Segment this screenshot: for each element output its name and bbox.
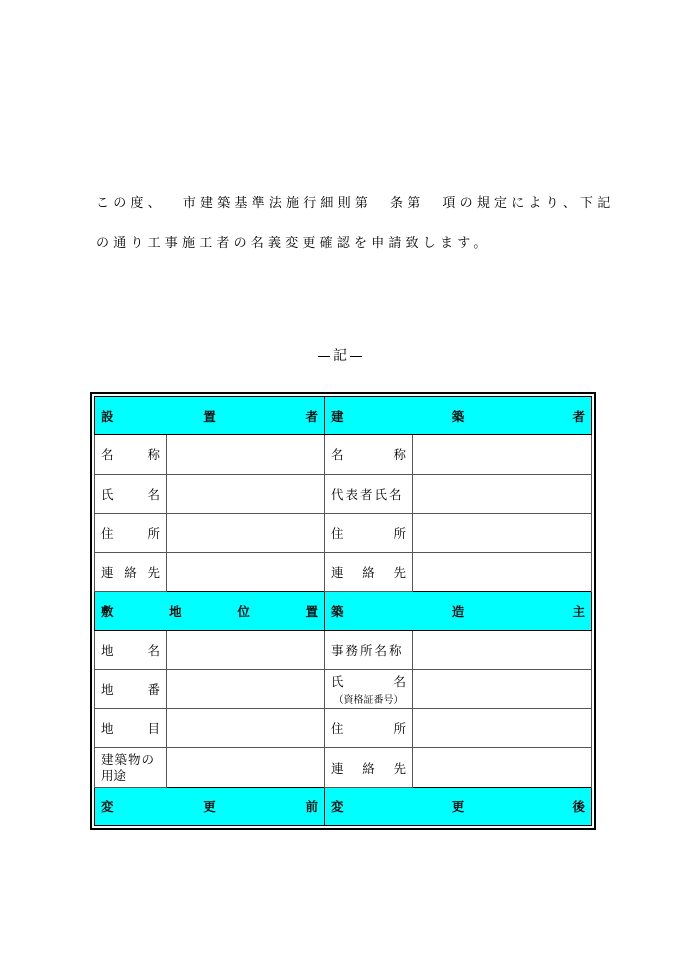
label-full-name: 氏 名 <box>101 486 160 502</box>
paragraph-line-2: の通り工事施工者の名義変更確認を申請致します。 <box>96 236 491 251</box>
table-row <box>95 513 592 552</box>
label-contact: 連 絡 先 <box>331 760 406 776</box>
label-address: 住 所 <box>331 525 407 541</box>
para-text: 項の規定により、下記 <box>442 196 615 211</box>
table-row <box>95 630 592 669</box>
label-name: 名 称 <box>101 447 160 463</box>
header-row-1 <box>95 397 592 435</box>
header-before-change: 変 更 前 <box>101 799 319 815</box>
ki-title: 記 <box>333 348 347 364</box>
label-address: 住 所 <box>101 525 160 541</box>
lot-number-field[interactable] <box>167 669 325 708</box>
label-building-use: 建築物の 用途 <box>101 751 156 783</box>
builder-contact-field[interactable] <box>413 553 592 592</box>
installer-address-field[interactable] <box>167 513 325 552</box>
installer-name-field[interactable] <box>167 435 325 474</box>
header-row-3 <box>95 787 592 825</box>
constructor-address-field[interactable] <box>413 709 592 748</box>
label-place-name: 地 名 <box>101 642 160 658</box>
builder-address-field[interactable] <box>413 513 592 552</box>
table-row <box>95 748 592 787</box>
label-name: 名 称 <box>331 447 407 463</box>
para-text: 市建築基準法施行細則第 <box>182 196 373 211</box>
header-constructor: 築 造 主 <box>331 603 585 619</box>
label-address: 住 所 <box>331 721 407 737</box>
ki-heading <box>0 345 680 365</box>
table-row <box>95 709 592 748</box>
form-table <box>94 396 592 826</box>
table-row <box>95 669 592 708</box>
label-office-name: 事務所名称 <box>331 642 404 658</box>
table-row <box>95 553 592 592</box>
office-name-field[interactable] <box>413 630 592 669</box>
header-after-change: 変 更 後 <box>331 799 585 815</box>
land-category-field[interactable] <box>167 709 325 748</box>
label-name-license: 氏 名 （資格証番号） <box>331 674 407 707</box>
paragraph-line-1 <box>96 184 615 224</box>
license-number-note: （資格証番号） <box>333 695 404 707</box>
site-place-name-field[interactable] <box>167 630 325 669</box>
builder-name-field[interactable] <box>413 435 592 474</box>
table-row <box>95 435 592 474</box>
label-land-category: 地 目 <box>101 721 160 737</box>
installer-full-name-field[interactable] <box>167 474 325 513</box>
label-lot-number: 地 番 <box>101 682 160 698</box>
constructor-name-field[interactable] <box>413 669 592 708</box>
table-row <box>95 474 592 513</box>
header-site-location: 敷 地 位 置 <box>101 603 318 619</box>
header-installer: 設 置 者 <box>101 408 319 424</box>
label-contact: 連 絡 先 <box>101 565 160 581</box>
installer-contact-field[interactable] <box>167 553 325 592</box>
builder-representative-field[interactable] <box>413 474 592 513</box>
form-table-frame <box>90 392 596 830</box>
para-text: この度、 <box>96 196 165 211</box>
label-contact: 連 絡 先 <box>331 565 406 581</box>
header-builder: 建 築 者 <box>331 408 585 424</box>
building-use-field[interactable] <box>167 748 325 787</box>
label-representative-name: 代表者氏名 <box>331 486 404 502</box>
header-row-2 <box>95 592 592 630</box>
para-text: 条第 <box>390 196 425 211</box>
application-paragraph <box>96 184 615 264</box>
constructor-contact-field[interactable] <box>413 748 592 787</box>
